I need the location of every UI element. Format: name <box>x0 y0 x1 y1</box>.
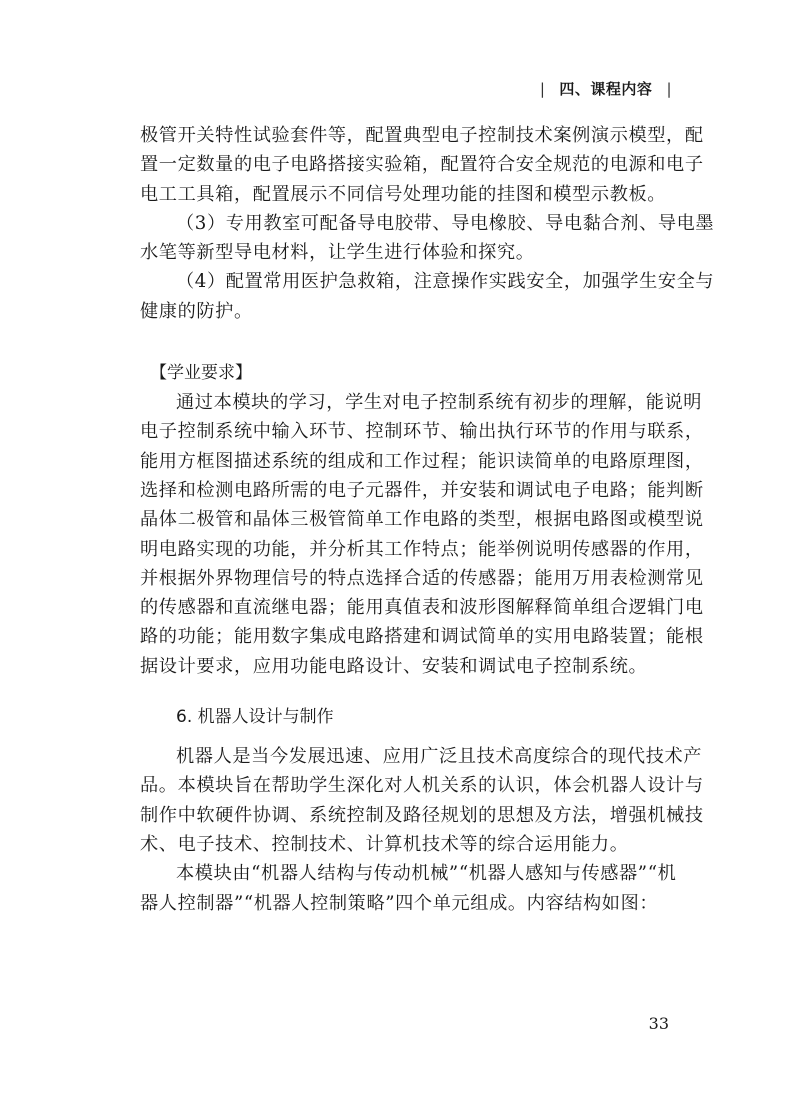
section-heading-academic-requirements: 【学业要求】 <box>150 363 252 384</box>
paragraph-item-3 <box>140 209 715 268</box>
page-body <box>140 121 715 918</box>
text-line: 机器人是当今发展迅速、应用广泛且技术高度综合的现代技术产 <box>176 746 703 768</box>
text-line: 晶体二极管和晶体三极管简单工作电路的类型，根据电路图或模型说 <box>140 509 704 531</box>
text-line: 的传感器和直流继电器；能用真值表和波形图解释简单组合逻辑门电 <box>140 597 704 619</box>
text-line: 电子控制系统中输入环节、控制环节、输出执行环节的作用与联系， <box>140 421 704 443</box>
text-line: （3）专用教室可配备导电胶带、导电橡胶、导电黏合剂、导电墨 <box>176 212 715 234</box>
paragraph-academic-requirements <box>140 388 704 681</box>
text-line: 并根据外界物理信号的特点选择合适的传感器；能用万用表检测常见 <box>140 567 704 589</box>
paragraph-item-4 <box>140 267 715 326</box>
text-line: 能用方框图描述系统的组成和工作过程；能识读简单的电路原理图， <box>140 450 704 472</box>
paragraph-robot-intro <box>140 742 704 859</box>
paragraph-robot-units <box>140 859 677 918</box>
text-line: （4）配置常用医护急救箱，注意操作实践安全，加强学生安全与 <box>176 271 715 293</box>
text-line: 器人控制器”“机器人控制策略”四个单元组成。内容结构如图： <box>140 892 659 914</box>
text-line: 据设计要求，应用功能电路设计、安装和调试电子控制系统。 <box>140 655 648 677</box>
text-line: 明电路实现的功能，并分析其工作特点；能举例说明传感器的作用， <box>140 538 704 560</box>
header-title: 四、课程内容 <box>559 80 653 98</box>
module-heading-robot-design: 6. 机器人设计与制作 <box>176 707 334 728</box>
text-line: 制作中软硬件协调、系统控制及路径规划的思想及方法，增强机械技 <box>140 804 704 826</box>
page-number: 33 <box>648 1014 669 1033</box>
text-line: 术、电子技术、控制技术、计算机技术等的综合运用能力。 <box>140 833 629 855</box>
paragraph-equipment-continued <box>140 121 704 209</box>
text-line: 水笔等新型导电材料，让学生进行体验和探究。 <box>140 242 535 264</box>
running-header <box>540 78 672 99</box>
header-separator-left: | <box>539 79 546 98</box>
text-line: 电工工具箱，配置展示不同信号处理功能的挂图和模型示教板。 <box>140 183 667 205</box>
text-line: 选择和检测电路所需的电子元器件，并安装和调试电子电路；能判断 <box>140 479 704 501</box>
text-line: 路的功能；能用数字集成电路搭建和调试简单的实用电路装置；能根 <box>140 626 704 648</box>
text-line: 置一定数量的电子电路搭接实验箱，配置符合安全规范的电源和电子 <box>140 154 704 176</box>
text-line: 通过本模块的学习，学生对电子控制系统有初步的理解，能说明 <box>176 392 703 414</box>
text-line: 极管开关特性试验套件等，配置典型电子控制技术案例演示模型，配 <box>140 125 704 146</box>
text-line: 品。本模块旨在帮助学生深化对人机关系的认识，体会机器人设计与 <box>140 775 704 797</box>
header-separator-right: | <box>666 79 672 98</box>
text-line: 健康的防护。 <box>140 300 253 322</box>
text-line: 本模块由“机器人结构与传动机械”“机器人感知与传感器”“机 <box>176 863 677 885</box>
